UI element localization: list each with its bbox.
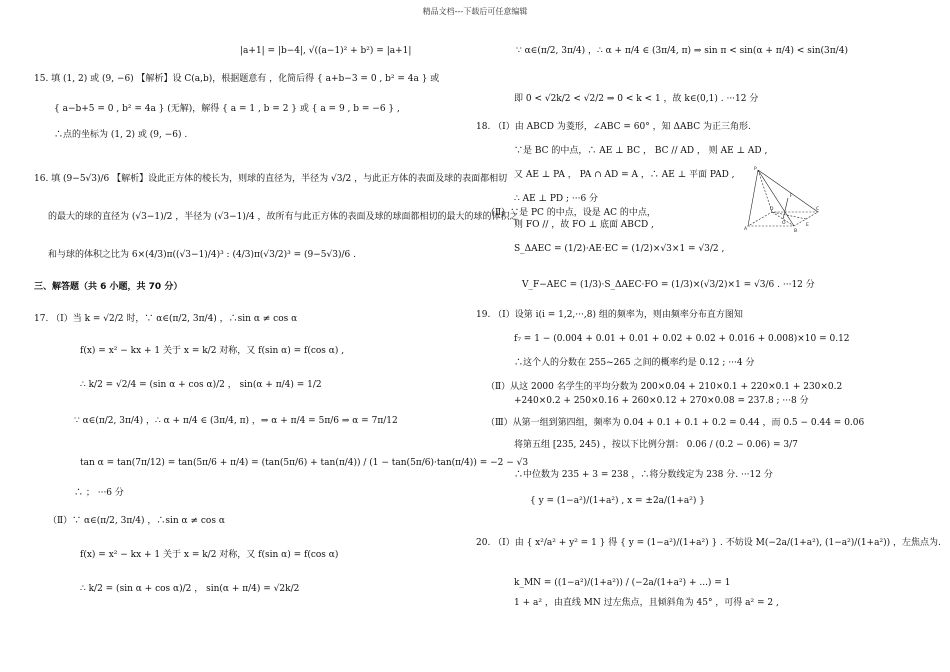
figure-label-d: D: [770, 207, 774, 212]
q17-part2-range: ∵ α∈(π/2, 3π/4) ，∴ α + π/4 ∈ (3π/4, π) ⇒ sin π < sin(α + π/4) < sin(3π/4): [516, 46, 848, 56]
figure-label-b: B: [794, 229, 798, 234]
q18-part2-area: S_ΔAEC = (1/2)·AE·EC = (1/2)×√3×1 = √3/2 ,: [514, 244, 725, 254]
q15-conclusion: ∴点的坐标为 (1, 2) 或 (9, −6) .: [54, 130, 188, 140]
q19-part1-prob: ∴这个人的分数在 255~265 之间的概率约是 0.12 ; ···4 分: [514, 358, 755, 368]
q20-system-top: { y = (1−a²)/(1+a²) , x = ±2a/(1+a²) }: [530, 496, 705, 506]
q17-part1-intro: 17. （Ⅰ）当 k = √2/2 时，∵ α∈(π/2, 3π/4) ，∴sin α ≠ cos α: [34, 314, 298, 324]
q18-part2-intro: （Ⅱ）∵是 PC 的中点，设是 AC 的中点，: [486, 208, 656, 218]
q20-focus: 1 + a² ，由直线 MN 过左焦点，且倾斜角为 45° ，可得 a² = 2 ,: [514, 598, 779, 608]
pyramid-figure: [744, 166, 822, 236]
figure-label-f: F: [790, 194, 793, 199]
figure-label-c: C: [816, 207, 820, 212]
q19-part1-f7: f₇ = 1 − (0.004 + 0.01 + 0.01 + 0.02 + 0.02 + 0.016 + 0.008)×10 = 0.12: [514, 334, 850, 344]
q17-part1-tan: tan α = tan(7π/12) = tan(5π/6 + π/4) = (tan(5π/6) + tan(π/4)) / (1 − tan(5π/6)·tan(π/4)) = −2 − √3: [80, 458, 529, 468]
q16-answer: 16. 填 (9−5√3)/6 【解析】设此正方体的棱长为，则球的直径为，半径为 √3/2 ，与此正方体的表面及球的表面都相切: [34, 174, 508, 184]
q18-part2-fo: 则 FO // ，故 FO ⊥ 底面 ABCD ,: [514, 220, 654, 230]
q15-solution: { a−b+5 = 0 , b² = 4a } (无解)，解得 { a = 1 , b = 2 } 或 { a = 9 , b = −6 } ,: [54, 104, 400, 114]
q17-part2-symmetry: f(x) = x² − kx + 1 关于 x = k/2 对称，又 f(sin α) = f(cos α): [80, 550, 339, 560]
q18-part1-intro: 18. （Ⅰ）由 ABCD 为菱形，∠ABC = 60° ，知 ΔABC 为正三角形.: [476, 122, 751, 132]
figure-label-o: O: [782, 221, 786, 226]
q19-part3-median: ∴中位数为 235 + 3 = 238 ，∴将分数线定为 238 分. ···12 分: [514, 470, 773, 480]
q15-system: |a+1| = |b−4|, √((a−1)² + b²) = |a+1|: [240, 46, 412, 56]
figure-label-a: A: [744, 227, 748, 232]
q19-part2-mean: （Ⅱ）从这 2000 名学生的平均分数为 200×0.04 + 210×0.1 + 220×0.1 + 230×0.2: [486, 382, 843, 392]
q19-part2-mean-cont: +240×0.2 + 250×0.16 + 260×0.12 + 270×0.08 = 237.8 ; ···8 分: [514, 396, 809, 406]
q15-answer: 15. 填 (1, 2) 或 (9, −6) 【解析】设 C(a,b)，根据题意有 ，化简后得 { a+b−3 = 0 , b² = 4a } 或: [34, 74, 440, 84]
page-header: 精品文档---下载后可任意编辑: [422, 7, 528, 16]
q19-part3-freq: （Ⅲ）从第一组到第四组，频率为 0.04 + 0.1 + 0.1 + 0.2 = 0.44 ，而 0.5 − 0.44 = 0.06: [486, 418, 865, 428]
figure-label-e: E: [806, 223, 809, 228]
q20-slope: k_MN = ((1−a²)/(1+a²)) / (−2a/(1+a²) + ...) = 1: [514, 578, 731, 588]
q16-ratio: 和与球的体积之比为 6×(4/3)π((√3−1)/4)³ : (4/3)π(√3/2)³ = (9−5√3)/6 .: [48, 250, 356, 260]
section-title: 三、解答题（共 6 小题，共 70 分）: [34, 282, 183, 292]
q17-part1-sum: ∴ k/2 = √2/4 = (sin α + cos α)/2 ， sin(α + π/4) = 1/2: [80, 380, 322, 390]
q17-part2-sum: ∴ k/2 = (sin α + cos α)/2 ， sin(α + π/4) = √2k/2: [80, 584, 300, 594]
q18-part1-perp: ∵是 BC 的中点，∴ AE ⊥ BC ， BC // AD ， 则 AE ⊥ AD ,: [514, 146, 768, 156]
q17-part1-score: ∴ ； ···6 分: [74, 488, 124, 498]
q18-part2-volume: V_F−AEC = (1/3)·S_ΔAEC·FO = (1/3)×(√3/2)×1 = √3/6 . ···12 分: [522, 280, 815, 290]
q17-part1-symmetry: f(x) = x² − kx + 1 关于 x = k/2 对称，又 f(sin α) = f(cos α) ,: [80, 346, 345, 356]
q17-part1-range: ∵ α∈(π/2, 3π/4) ，∴ α + π/4 ∈ (3π/4, π) ，⇒ α + π/4 = 5π/6 ⇒ α = 7π/12: [74, 416, 398, 426]
figure-label-p: P: [754, 167, 757, 172]
q19-part1-intro: 19. （Ⅰ）设第 i(i = 1,2,···,8) 组的频率为，则由频率分布直方图知: [476, 310, 743, 320]
q16-explain: 的最大的球的直径为 (√3−1)/2 ，半径为 (√3−1)/4 ，故所有与此正方体的表面及球的球面都相切的最大的球的体积之: [48, 212, 519, 222]
q17-part2-result: 即 0 < √2k/2 < √2/2 ⇒ 0 < k < 1 ，故 k∈(0,1) . ···12 分: [514, 94, 759, 104]
q20-part1-intro: 20. （Ⅰ）由 { x²/a² + y² = 1 } 得 { y = (1−a²)/(1+a²) } . 不妨设 M(−2a/(1+a²), (1−a²)/(1+a²)) ，左焦点为.: [476, 538, 941, 548]
q18-part1-plane: 又 AE ⊥ PA ， PA ∩ AD = A ，∴ AE ⊥ 平面 PAD ,: [514, 170, 735, 180]
q19-part3-split: 将第五组 [235, 245) ，按以下比例分割： 0.06 / (0.2 − 0.06) = 3/7: [514, 440, 798, 450]
q18-part1-conclusion: ∴ AE ⊥ PD ; ···6 分: [514, 194, 599, 204]
q17-part2-intro: （Ⅱ）∵ α∈(π/2, 3π/4) ，∴sin α ≠ cos α: [48, 516, 225, 526]
